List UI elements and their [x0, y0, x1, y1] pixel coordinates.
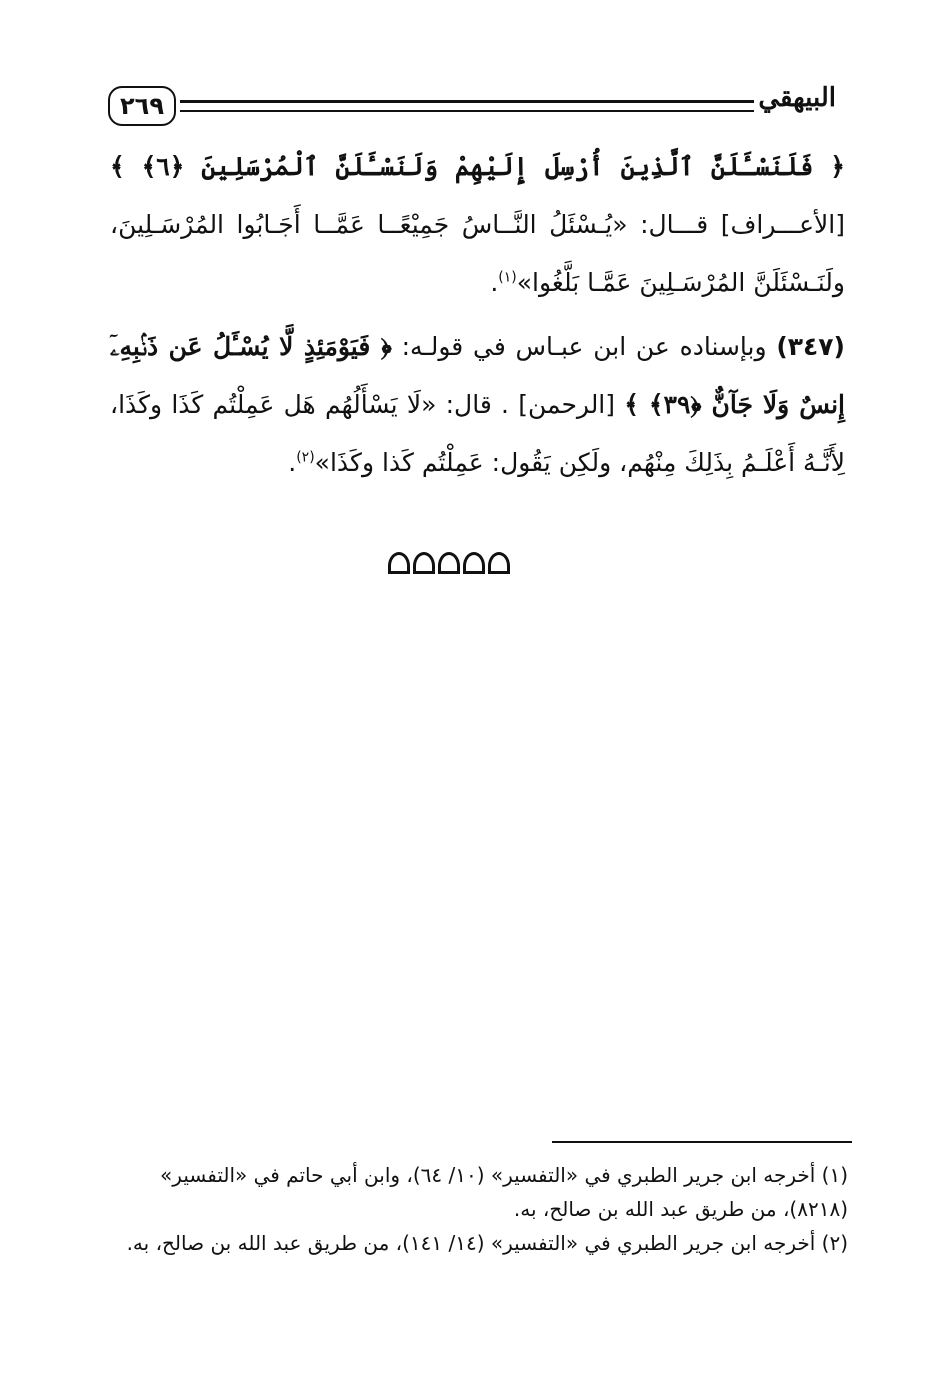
arch-ornament-icon [488, 552, 510, 574]
book-title: البيهقي [758, 83, 836, 113]
page-header [108, 78, 836, 122]
footnote-marker: (٢) [296, 449, 315, 466]
paragraph-end: . [490, 268, 499, 297]
paragraph-text: قـــال: «يُـسْئَلُ النَّــاسُ جَمِيْعًــا عَمَّــا أَجَـابُوا المُرْسَـلِينَ، ولَنَـسْئَلَنَّ المُرْسَـلِينَ عَمَّـا بَلَّغُوا» [110, 210, 845, 297]
header-rule [180, 100, 754, 112]
footnote-2: (٢) أخرجه ابن جرير الطبري في «التفسير» (١٤/ ١٤١)، من طريق عبد الله بن صالح، به. [126, 1231, 848, 1255]
narration-number: (٣٤٧) [776, 332, 845, 361]
quran-verse: ﴿ فَيَوْمَئِذٍ لَّا يُسْـَٔلُ عَن ذَنۢبِهِۦٓ إِنسٌ وَلَا جَآنٌّ ﴿٣٩﴾ ﴾ [110, 332, 845, 419]
paragraph-text: . قال: «لَا يَسْأَلُهُم هَل عَمِلْتُم كَذَا وكَذَا، لِأَنَّـهُ أَعْلَـمُ بِذَلِكَ مِنْهُم، ولَكِن يَقُول: عَمِلْتُم كَذا وكَذَا» [110, 390, 845, 477]
paragraph-1 [110, 138, 845, 312]
arch-ornament-icon [438, 552, 460, 574]
arch-ornament-icon [413, 552, 435, 574]
paragraph-end: . [288, 448, 297, 477]
footnote-1: (١) أخرجه ابن جرير الطبري في «التفسير» (١٠/ ٦٤)، وابن أبي حاتم في «التفسير» (٨٢١٨)، من طريق عبد الله بن صالح، به. [160, 1163, 848, 1221]
footnote-marker: (١) [498, 269, 517, 286]
footnotes [110, 1158, 848, 1260]
surah-reference: [الأعـــراف] [720, 210, 845, 239]
paragraph-intro: وبإسناده عن ابن عبـاس في قولـه: [391, 332, 777, 361]
footnote-separator [552, 1141, 852, 1143]
surah-reference: [الرحمن] [518, 390, 616, 419]
arch-ornament-icon [463, 552, 485, 574]
quran-verse: ﴿ فَلَنَسْـَٔلَنَّ ٱلَّذِينَ أُرْسِلَ إِلَيْهِمْ وَلَنَسْـَٔلَنَّ ٱلْمُرْسَلِينَ ﴿٦﴾ ﴾ [110, 152, 845, 181]
arch-ornament-icon [388, 552, 410, 574]
section-divider-ornaments [388, 552, 518, 582]
page-number: ٢٦٩ [108, 86, 176, 126]
paragraph-2 [110, 318, 845, 492]
